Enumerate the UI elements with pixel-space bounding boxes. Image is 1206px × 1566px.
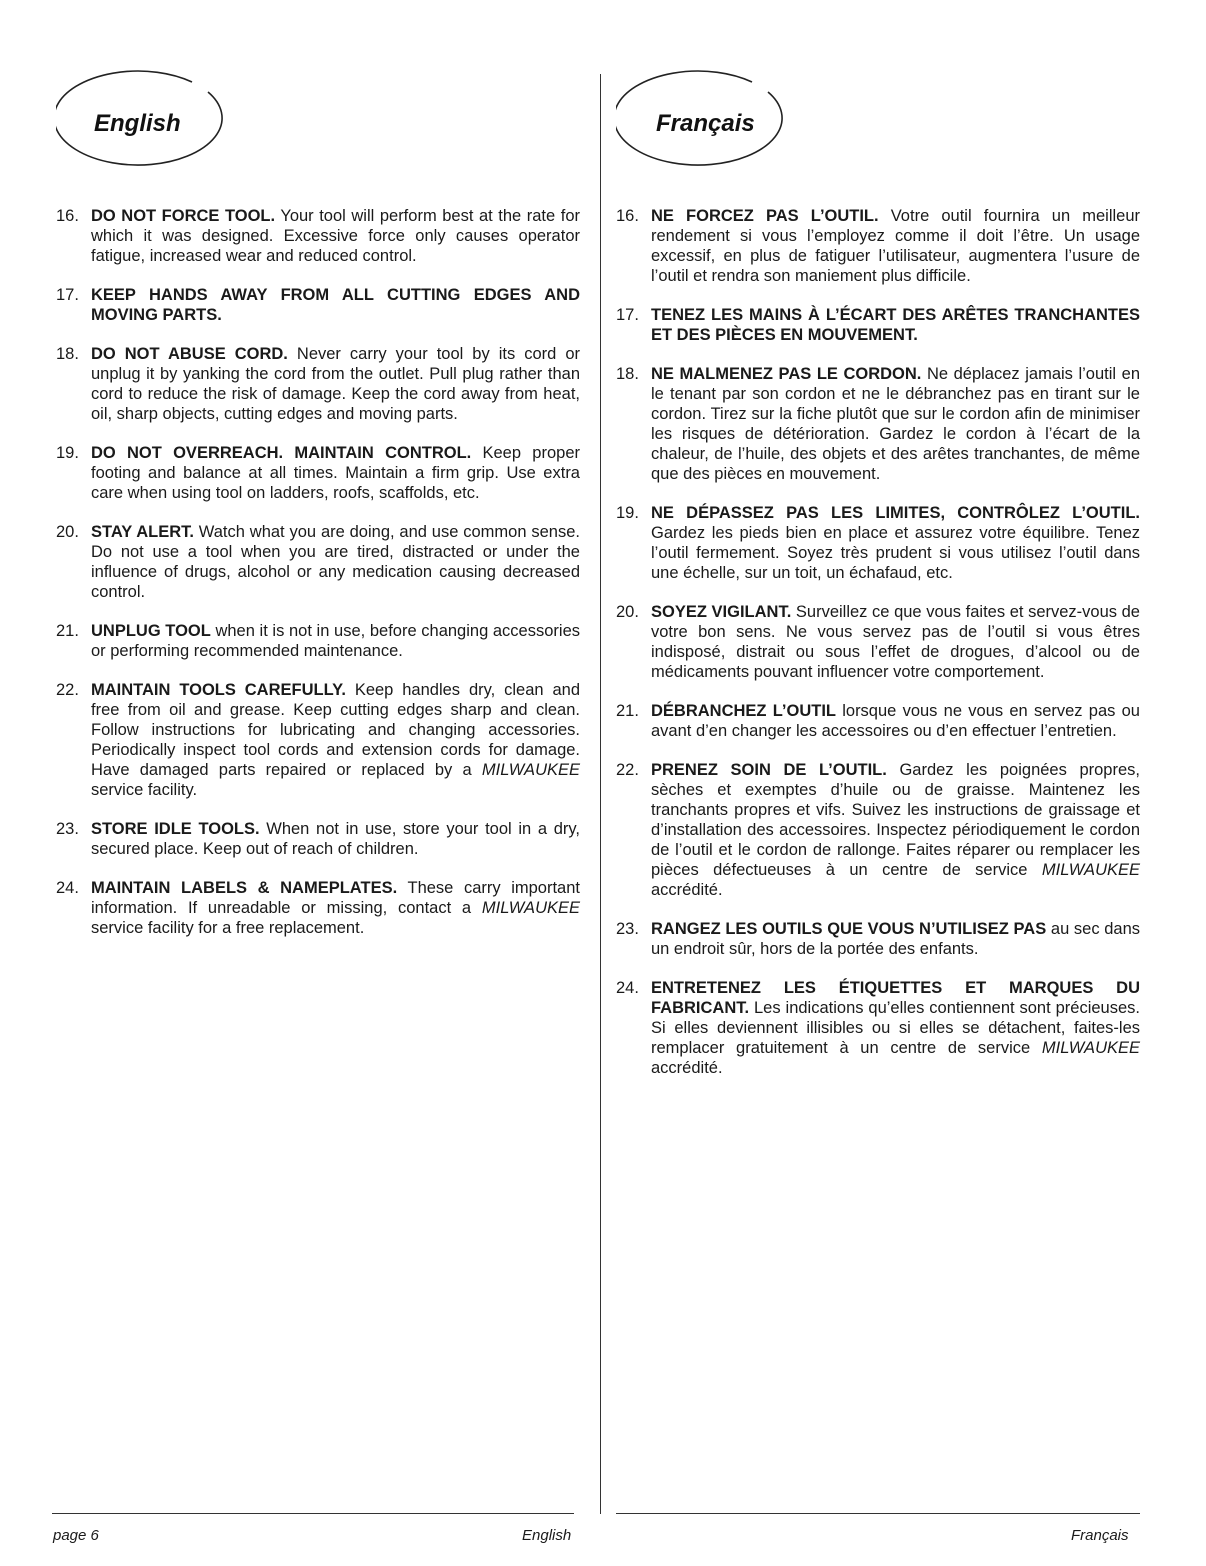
rule-number: 19. xyxy=(56,444,79,462)
rule-body-text: accrédité. xyxy=(651,1059,723,1077)
rule-text xyxy=(651,503,1140,583)
safety-rule-item xyxy=(56,680,580,800)
rule-text xyxy=(651,206,1140,286)
rule-body-text: service facility. xyxy=(91,781,198,799)
rule-number: 18. xyxy=(56,345,79,363)
footer-rule-right xyxy=(616,1513,1140,1514)
rule-number: 24. xyxy=(56,879,79,897)
rule-body-text: Keep proper footing and balance at all times. Maintain a firm grip. Use extra care when using tool on ladders, roofs, scaffolds, etc. xyxy=(91,444,580,502)
footer-language-left: English xyxy=(522,1527,572,1544)
footer-language-right: Français xyxy=(1071,1527,1129,1544)
safety-rule-item xyxy=(56,344,580,424)
rule-heading: RANGEZ LES OUTILS QUE VOUS N’UTILISEZ PAS xyxy=(651,920,1047,938)
rule-heading: DO NOT ABUSE CORD. xyxy=(91,345,288,363)
rule-text xyxy=(91,819,580,859)
rule-body-text: These carry important information. If unreadable or missing, contact a xyxy=(91,879,580,917)
page-number: page 6 xyxy=(53,1527,99,1544)
safety-rule-item xyxy=(56,878,580,938)
rule-body-text: Les indications qu’elles contiennent sont précieuses. Si elles deviennent illisibles ou si elles se détachent, faites-les remplacer gratuitement à un centre de service xyxy=(651,999,1140,1057)
rule-heading: TENEZ LES MAINS À L’ÉCART DES ARÊTES TRANCHANTES ET DES PIÈCES EN MOUVEMENT. xyxy=(651,306,1140,344)
safety-rule-item xyxy=(56,443,580,503)
rule-heading: DÉBRANCHEZ L’OUTIL xyxy=(651,702,836,720)
rule-body-text: when it is not in use, before changing accessories or performing recommended maintenance. xyxy=(91,622,580,660)
rule-text xyxy=(651,602,1140,682)
rule-text xyxy=(91,522,580,602)
rule-heading: DO NOT FORCE TOOL. xyxy=(91,207,276,225)
rule-heading: NE DÉPASSEZ PAS LES LIMITES, CONTRÔLEZ L’OUTIL. xyxy=(651,504,1140,522)
rule-text xyxy=(651,760,1140,900)
rule-text xyxy=(91,206,580,266)
rule-text xyxy=(651,364,1140,484)
rule-heading: SOYEZ VIGILANT. xyxy=(651,603,792,621)
rule-body-text: lorsque vous ne vous en servez pas ou avant d’en changer les accessoires ou d’en effectuer l’entretien. xyxy=(651,702,1140,740)
rule-text xyxy=(91,680,580,800)
rule-number: 22. xyxy=(616,761,639,779)
safety-rule-item xyxy=(616,919,1140,959)
safety-rule-item xyxy=(616,978,1140,1078)
rule-text xyxy=(91,285,580,325)
brand-name: MILWAUKEE xyxy=(481,899,580,917)
rule-body-text: au sec dans un endroit sûr, hors de la portée des enfants. xyxy=(651,920,1141,958)
rule-heading: ENTRETENEZ LES ÉTIQUETTES ET MARQUES DU FABRICANT. xyxy=(651,979,1140,1017)
rule-body-text: Surveillez ce que vous faites et servez-vous de votre bon sens. Ne vous servez pas de l’outil si vous êtres indisposé, distrait ou sous l’effet de drogues, d’alcool ou de médicaments pouvant influencer votre comportement. xyxy=(651,603,1140,681)
rule-body-text: Your tool will perform best at the rate for which it was designed. Excessive force only causes operator fatigue, increased wear and reduced control. xyxy=(91,207,580,265)
footer-rule-left xyxy=(52,1513,574,1514)
rule-heading: NE FORCEZ PAS L’OUTIL. xyxy=(651,207,879,225)
rule-text xyxy=(651,919,1140,959)
brand-name: MILWAUKEE xyxy=(1041,861,1140,879)
column-divider xyxy=(600,74,601,1514)
rule-text xyxy=(651,305,1140,345)
safety-rule-item xyxy=(616,206,1140,286)
rule-heading: STAY ALERT. xyxy=(91,523,194,541)
rule-number: 20. xyxy=(56,523,79,541)
english-badge-label: English xyxy=(94,110,181,137)
safety-rule-item xyxy=(56,819,580,859)
rule-number: 24. xyxy=(616,979,639,997)
english-section-badge xyxy=(56,70,228,170)
brand-name: MILWAUKEE xyxy=(1041,1039,1140,1057)
rule-number: 22. xyxy=(56,681,79,699)
safety-rule-item xyxy=(616,305,1140,345)
safety-rule-item xyxy=(616,602,1140,682)
rule-number: 17. xyxy=(616,306,639,324)
rule-body-text: Votre outil fournira un meilleur rendement si vous l’employez comme il doit l’être. Un usage excessif, en plus de fatiguer l’utilisateur, augmentera l’usure de l’outil et rendra son maniement plus difficile. xyxy=(651,207,1140,285)
rule-heading: KEEP HANDS AWAY FROM ALL CUTTING EDGES AND MOVING PARTS. xyxy=(91,286,580,324)
rule-heading: DO NOT OVERREACH. MAINTAIN CONTROL. xyxy=(91,444,472,462)
safety-rule-item xyxy=(56,621,580,661)
rule-number: 23. xyxy=(616,920,639,938)
rule-number: 23. xyxy=(56,820,79,838)
rule-number: 21. xyxy=(56,622,79,640)
safety-rule-item xyxy=(56,206,580,266)
rule-heading: NE MALMENEZ PAS LE CORDON. xyxy=(651,365,922,383)
rule-number: 19. xyxy=(616,504,639,522)
rule-number: 20. xyxy=(616,603,639,621)
rule-heading: PRENEZ SOIN DE L’OUTIL. xyxy=(651,761,887,779)
english-column xyxy=(56,206,580,957)
francais-badge-label: Français xyxy=(656,110,755,137)
rule-body-text: When not in use, store your tool in a dry, secured place. Keep out of reach of children. xyxy=(91,820,580,858)
rule-text xyxy=(91,621,580,661)
rule-body-text: Watch what you are doing, and use common sense. Do not use a tool when you are tired, distracted or under the influence of drugs, alcohol or any medication causing decreased control. xyxy=(91,523,580,601)
safety-rule-item xyxy=(616,701,1140,741)
rule-body-text: service facility for a free replacement. xyxy=(91,919,365,937)
rule-body-text: Gardez les pieds bien en place et assurez votre équilibre. Tenez l’outil fermement. Soyez très prudent si vous utilisez l’outil dans une échelle, sur un toit, un échafaud, etc. xyxy=(651,524,1140,582)
rule-body-text: Ne déplacez jamais l’outil en le tenant par son cordon et ne le débranchez pas en tirant sur le cordon. Tirez sur la fiche plutôt que sur le cordon afin de minimiser les risques de détérioration. Gardez le cordon à l’écart de la chaleur, de l’huile, des objets et des arêtes tranchantes, de même que des pièces en mouvement. xyxy=(651,365,1140,483)
rule-text xyxy=(91,443,580,503)
rule-body-text: Gardez les poignées propres, sèches et exemptes d’huile ou de graisse. Maintenez les tranchants propres et vifs. Suivez les instructions de graissage et d’installation des accessoires. Inspectez périodiquement le cordon de l’outil et le cordon de rallonge. Faites réparer ou remplacer les pièces défectueuses à un centre de service xyxy=(651,761,1140,879)
rule-heading: MAINTAIN LABELS & NAMEPLATES. xyxy=(91,879,398,897)
rule-text xyxy=(91,344,580,424)
rule-heading: MAINTAIN TOOLS CAREFULLY. xyxy=(91,681,346,699)
safety-rule-item xyxy=(616,364,1140,484)
rule-heading: UNPLUG TOOL xyxy=(91,622,211,640)
rule-number: 16. xyxy=(56,207,79,225)
safety-rule-item xyxy=(56,285,580,325)
rule-number: 18. xyxy=(616,365,639,383)
francais-section-badge xyxy=(616,70,788,170)
safety-rule-item xyxy=(616,760,1140,900)
safety-rule-item xyxy=(56,522,580,602)
francais-column xyxy=(616,206,1140,1097)
rule-text xyxy=(91,878,580,938)
rule-number: 21. xyxy=(616,702,639,720)
rule-body-text: accrédité. xyxy=(651,881,723,899)
rule-number: 17. xyxy=(56,286,79,304)
rule-text xyxy=(651,701,1140,741)
rule-body-text: Never carry your tool by its cord or unplug it by yanking the cord from the outlet. Pull plug rather than cord to reduce the risk of damage. Keep the cord away from heat, oil, sharp objects, cutting edges and moving parts. xyxy=(91,345,580,423)
rule-number: 16. xyxy=(616,207,639,225)
brand-name: MILWAUKEE xyxy=(481,761,580,779)
rule-body-text: Keep handles dry, clean and free from oil and grease. Keep cutting edges sharp and clean. Follow instructions for lubricating and changing accessories. Periodically inspect tool cords and extension cords for damage. Have damaged parts repaired or replaced by a xyxy=(91,681,580,779)
rule-heading: STORE IDLE TOOLS. xyxy=(91,820,260,838)
safety-rule-item xyxy=(616,503,1140,583)
rule-text xyxy=(651,978,1140,1078)
